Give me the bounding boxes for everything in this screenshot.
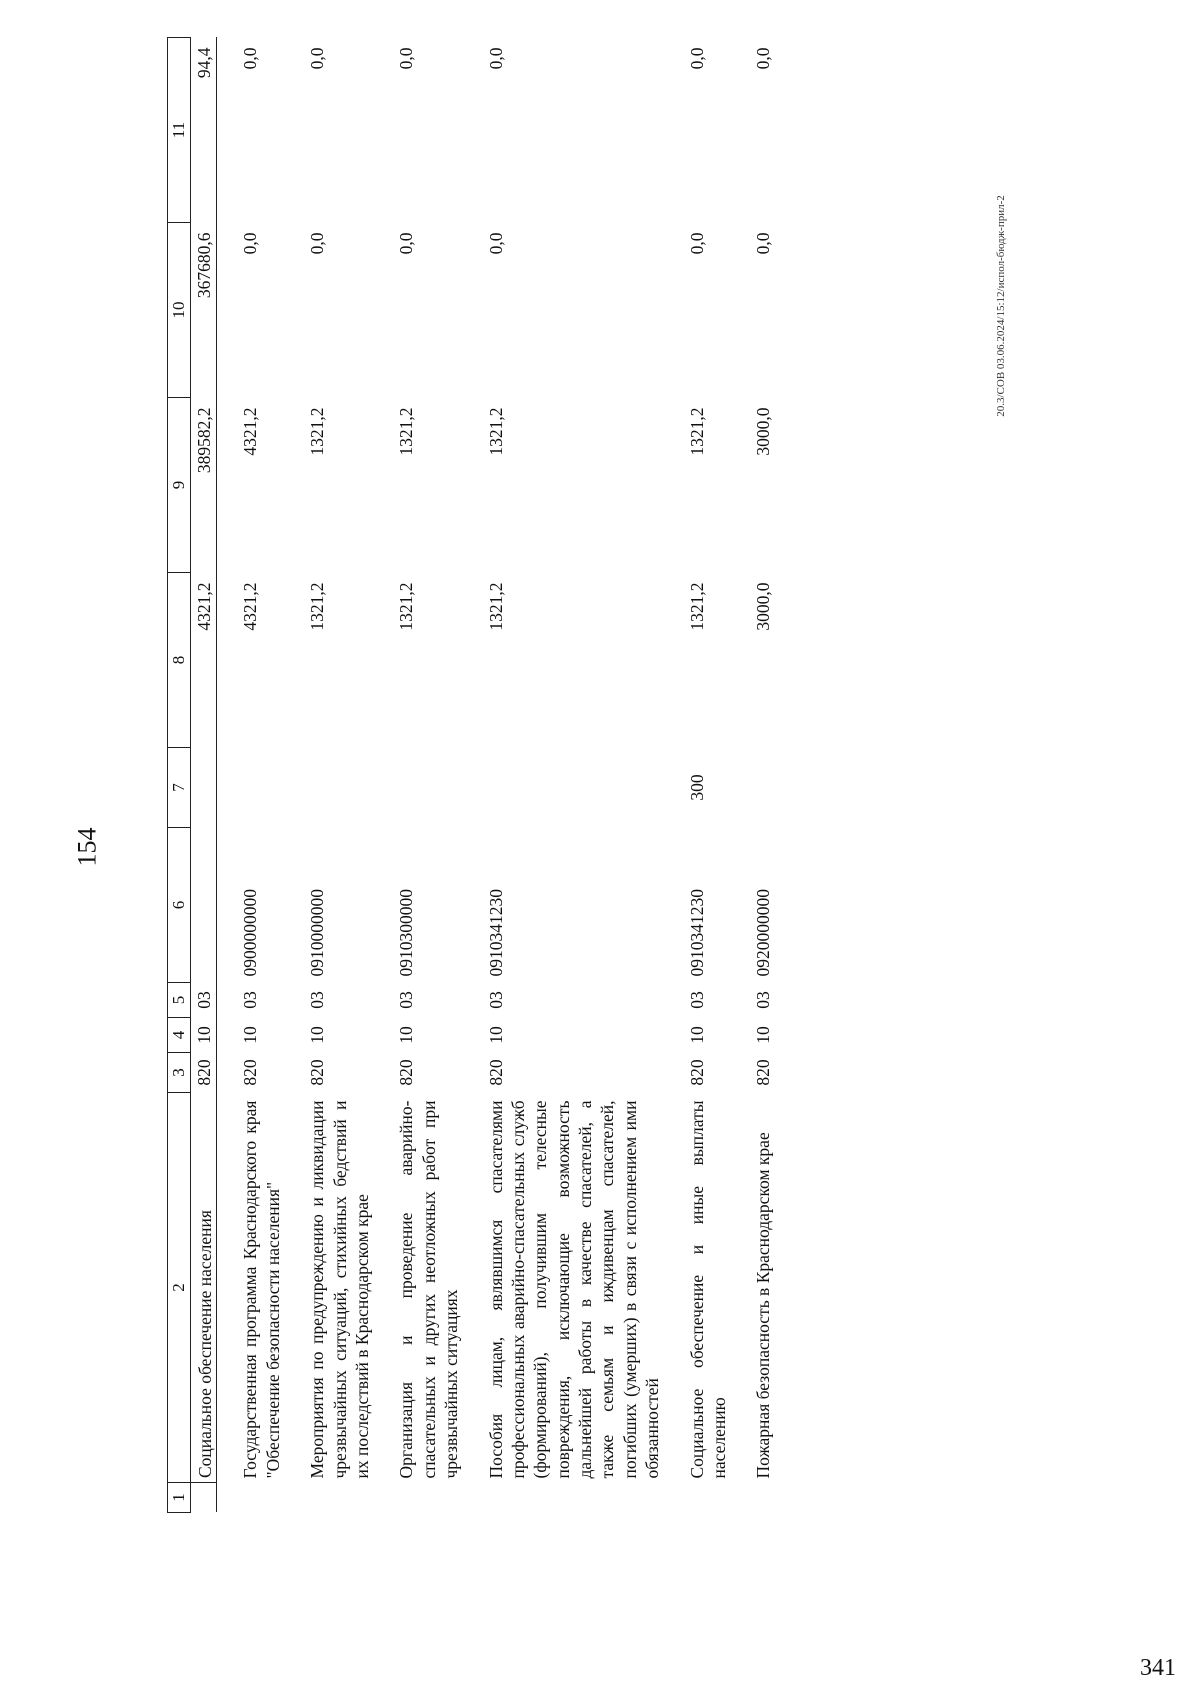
row-col-9: 389582,2 <box>191 398 217 573</box>
row-col-6: 0920000000 <box>753 889 774 977</box>
table-row <box>217 38 284 1513</box>
row-col-7: 300 <box>686 774 707 801</box>
row-col-6: 0900000000 <box>240 889 261 977</box>
row-col-4: 10 <box>307 1026 328 1044</box>
header-col-8: 8 <box>168 573 191 748</box>
header-col-5: 5 <box>168 983 191 1018</box>
row-col-11: 0,0 <box>240 47 261 70</box>
row-col-8: 1321,2 <box>485 582 506 631</box>
row-col-4: 10 <box>485 1026 506 1044</box>
row-col-8: 4321,2 <box>191 573 217 748</box>
row-col-7 <box>463 748 664 828</box>
header-col-1: 1 <box>168 1483 191 1513</box>
row-col-10: 0,0 <box>753 232 774 255</box>
row-col-7 <box>217 748 284 828</box>
row-col-3: 820 <box>240 1059 261 1086</box>
row-description: Социальное обеспечение населения <box>191 1093 217 1483</box>
row-col-5: 03 <box>307 991 328 1009</box>
row-col-10: 0,0 <box>240 232 261 255</box>
row-col-10: 0,0 <box>307 232 328 255</box>
row-col-3: 820 <box>686 1059 707 1086</box>
row-col-6: 0910000000 <box>307 889 328 977</box>
row-col-5: 03 <box>396 991 417 1009</box>
row-col-8: 1321,2 <box>307 582 328 631</box>
row-col-10: 0,0 <box>396 232 417 255</box>
row-col-8: 1321,2 <box>686 582 707 631</box>
header-col-10: 10 <box>168 223 191 398</box>
row-col-3: 820 <box>485 1059 506 1086</box>
row-col-6: 0910341230 <box>686 889 707 977</box>
header-col-7: 7 <box>168 748 191 828</box>
table-row <box>373 38 462 1513</box>
header-row <box>168 38 191 1513</box>
row-col-9: 1321,2 <box>485 407 506 456</box>
row-description: Социальное обеспечение и иные выплаты населению <box>686 1100 730 1479</box>
table-row <box>284 38 373 1513</box>
row-col-1 <box>373 1483 462 1513</box>
row-col-8: 4321,2 <box>240 582 261 631</box>
table-row <box>664 38 731 1513</box>
row-col-1 <box>217 1483 284 1513</box>
row-col-9: 4321,2 <box>240 407 261 456</box>
header-col-11: 11 <box>168 38 191 223</box>
row-col-1 <box>463 1483 664 1513</box>
row-col-7 <box>730 748 774 828</box>
budget-table-rotated <box>167 38 1197 1513</box>
row-col-4: 10 <box>686 1026 707 1044</box>
row-col-9: 3000,0 <box>753 407 774 456</box>
row-col-6 <box>191 828 217 983</box>
row-col-4: 10 <box>753 1026 774 1044</box>
header-col-3: 3 <box>168 1053 191 1093</box>
row-col-1 <box>284 1483 373 1513</box>
row-col-10: 367680,6 <box>191 223 217 398</box>
row-col-3: 820 <box>307 1059 328 1086</box>
row-col-11: 0,0 <box>307 47 328 70</box>
row-col-3: 820 <box>191 1053 217 1093</box>
row-col-11: 0,0 <box>485 47 506 70</box>
row-col-8: 1321,2 <box>396 582 417 631</box>
header-col-4: 4 <box>168 1018 191 1053</box>
row-description: Пособия лицам, являвшимся спасателями профессиональных аварийно-спасательных служб (формирований), получившим телесные повреждения, исключающие возможность дальнейшей работы в качестве спасателей, а также семьям и иждивенцам спасателей, погибших (умерших) в связи с исполнением ими обязанностей <box>485 1100 663 1479</box>
row-col-11: 0,0 <box>753 47 774 70</box>
row-col-5: 03 <box>485 991 506 1009</box>
row-col-7 <box>373 748 462 828</box>
row-col-10: 0,0 <box>485 232 506 255</box>
row-col-7 <box>191 748 217 828</box>
table-row <box>463 38 664 1513</box>
table-row <box>730 38 774 1513</box>
page-number: 154 <box>72 827 102 867</box>
row-col-6: 0910300000 <box>396 889 417 977</box>
row-col-8: 3000,0 <box>753 582 774 631</box>
row-col-1 <box>730 1483 774 1513</box>
row-col-11: 0,0 <box>396 47 417 70</box>
row-col-9: 1321,2 <box>307 407 328 456</box>
row-col-10: 0,0 <box>686 232 707 255</box>
row-col-11: 94,4 <box>191 38 217 223</box>
row-description: Государственная программа Краснодарского края "Обеспечение безопасности населения" <box>240 1100 283 1479</box>
row-col-4: 10 <box>191 1018 217 1053</box>
row-description: Мероприятия по предупреждению и ликвидации чрезвычайных ситуаций, стихийных бедствий и их последствий в Краснодарском крае <box>307 1100 372 1479</box>
header-col-2: 2 <box>168 1093 191 1483</box>
row-col-5: 03 <box>191 983 217 1018</box>
row-col-9: 1321,2 <box>686 407 707 456</box>
row-col-3: 820 <box>396 1059 417 1086</box>
row-col-5: 03 <box>240 991 261 1009</box>
table-row <box>191 38 217 1513</box>
row-col-11: 0,0 <box>686 47 707 70</box>
row-col-1 <box>664 1483 731 1513</box>
row-description: Пожарная безопасность в Краснодарском крае <box>753 1132 774 1479</box>
row-description: Организация и проведение аварийно-спасательных и других неотложных работ при чрезвычайных ситуациях <box>396 1100 462 1479</box>
row-col-5: 03 <box>686 991 707 1009</box>
row-col-6: 0910341230 <box>485 889 506 977</box>
row-col-4: 10 <box>240 1026 261 1044</box>
row-col-3: 820 <box>753 1059 774 1086</box>
row-col-1 <box>191 1483 217 1513</box>
row-col-4: 10 <box>396 1026 417 1044</box>
budget-table <box>167 37 775 1513</box>
row-col-7 <box>284 748 373 828</box>
row-col-5: 03 <box>753 991 774 1009</box>
row-col-9: 1321,2 <box>396 407 417 456</box>
header-col-9: 9 <box>168 398 191 573</box>
header-col-6: 6 <box>168 828 191 983</box>
sheet-number: 341 <box>1140 1655 1176 1681</box>
document-footer-code: 20.3/СОВ 03.06.2024/15:12/испол-бюдж-прил-2 <box>994 195 1007 417</box>
